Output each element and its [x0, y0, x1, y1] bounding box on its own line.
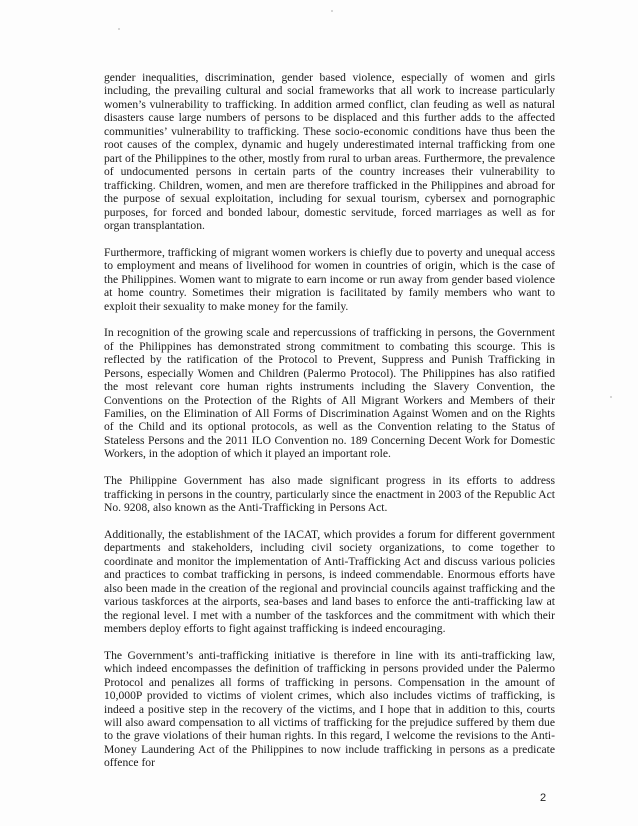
paragraph-3: In recognition of the growing scale and repercussions of trafficking in persons, the Government of the Philippines has demonstrated strong commitment to combating this scourge. This is reflected by the ratification of the Protocol to Prevent, Suppress and Punish Trafficking in Persons, especially Women and Children (Palermo Protocol). The Philippines has also ratified the most relevant core human rights instruments including the Slavery Convention, the Conventions on the Protection of the Rights of All Migrant Workers and Members of their Families, on the Elimination of All Forms of Discrimination Against Women and on the Rights of the Child and its optional protocols, as well as the Convention relating to the Status of Stateless Persons and the 2011 ILO Convention no. 189 Concerning Decent Work for Domestic Workers, in the adoption of which it played an important role. — [104, 326, 555, 461]
paragraph-6: The Government’s anti-trafficking initiative is therefore in line with its anti-trafficking law, which indeed encompasses the definition of trafficking in persons provided under the Palermo Protocol and penalizes all forms of trafficking in persons. Compensation in the amount of 10,000P provided to victims of violent crimes, which also includes victims of trafficking, is indeed a positive step in the recovery of the victims, and I hope that in addition to this, courts will also award compensation to all victims of trafficking for the prejudice suffered by them due to the grave violations of their human rights. In this regard, I welcome the revisions to the Anti-Money Laundering Act of the Philippines to now include trafficking in persons as a predicate offence for — [104, 648, 555, 770]
paragraph-4: The Philippine Government has also made significant progress in its efforts to address trafficking in persons in the country, particularly since the enactment in 2003 of the Republic Act No. 9208, also known as the Anti-Trafficking in Persons Act. — [104, 474, 555, 515]
page-number: 2 — [540, 792, 547, 804]
paragraph-2: Furthermore, trafficking of migrant women workers is chiefly due to poverty and unequal access to employment and means of livelihood for women in countries of origin, which is the case of the Philippines. Women want to migrate to earn income or run away from gender based violence at home country. Sometimes their migration is facilitated by family members who want to exploit their sexuality to make money for the family. — [104, 245, 555, 313]
paragraph-1: gender inequalities, discrimination, gender based violence, especially of women and girls including, the prevailing cultural and social frameworks that all work to increase particularly women’s vulnerability to trafficking. In addition armed conflict, clan feuding as well as natural disasters cause large numbers of persons to be displaced and this further adds to the affected communities’ vulnerability to trafficking. These socio-economic conditions have thus been the root causes of the complex, dynamic and hugely underestimated internal trafficking from one part of the Philippines to the other, mostly from rural to urban areas. Furthermore, the prevalence of undocumented persons in certain parts of the country increases their vulnerability to trafficking. Children, women, and men are therefore trafficked in the Philippines and abroad for the purpose of sexual exploitation, including for sexual tourism, cybersex and pornographic purposes, for forced and bonded labour, domestic servitude, forced marriages as well as for organ transplantation. — [104, 71, 555, 232]
document-body — [104, 71, 555, 783]
scan-artifact — [331, 10, 333, 12]
paragraph-5: Additionally, the establishment of the IACAT, which provides a forum for different government departments and stakeholders, including civil society organizations, to come together to coordinate and monitor the implementation of Anti-Trafficking Act and discuss various policies and practices to combat trafficking in persons, is indeed commendable. Enormous efforts have also been made in the creation of the regional and provincial councils against trafficking and the various taskforces at the airports, sea-bases and land bases to enforce the anti-trafficking law at the regional level. I met with a number of the taskforces and the commitment with which their members deploy efforts to fight against trafficking is indeed encouraging. — [104, 527, 555, 635]
scan-artifact — [610, 396, 612, 398]
scan-artifact — [118, 28, 120, 30]
